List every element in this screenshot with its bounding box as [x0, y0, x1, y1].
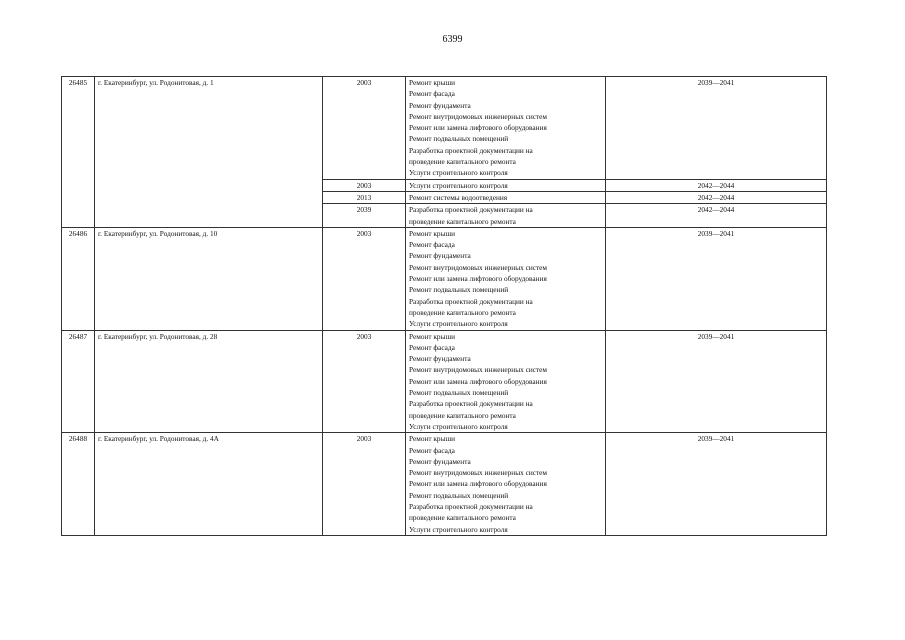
work-item: Услуги строительного контроля: [409, 168, 508, 178]
work-item: Разработка проектной документации на: [409, 399, 533, 409]
table-row: [62, 77, 827, 180]
works-cell: [406, 433, 606, 536]
work-item: Разработка проектной документации на: [409, 205, 533, 215]
year-cell: 2003: [323, 433, 406, 536]
works-cell: [406, 179, 606, 191]
table-row: [62, 330, 827, 433]
work-item: Ремонт фундамента: [409, 251, 471, 261]
table-row: [62, 227, 827, 330]
work-item: Ремонт подвальных помещений: [409, 285, 509, 295]
work-item: Услуги строительного контроля: [409, 524, 508, 534]
work-item: Разработка проектной документации на: [409, 501, 533, 511]
work-item: Ремонт крыши: [409, 78, 456, 87]
work-item: проведение капитального ремонта: [409, 410, 516, 420]
work-item: Ремонт или замена лифтового оборудования: [409, 376, 547, 386]
work-item: Ремонт подвальных помещений: [409, 490, 509, 500]
work-item: Ремонт или замена лифтового оборудования: [409, 274, 547, 284]
work-item: Ремонт фундамента: [409, 100, 471, 110]
works-cell: [406, 227, 606, 330]
table-row: [62, 433, 827, 536]
year-cell: 2003: [323, 330, 406, 433]
building-id-cell: 26487: [62, 330, 95, 433]
year-cell: 2003: [323, 227, 406, 330]
work-item: Ремонт фасада: [409, 240, 455, 250]
work-item: Ремонт фундамента: [409, 354, 471, 364]
work-item: проведение капитального ремонта: [409, 216, 516, 226]
work-item: Ремонт внутридомовых инженерных систем: [409, 468, 548, 478]
period-cell: 2039—2041: [606, 433, 827, 536]
work-item: Ремонт подвальных помещений: [409, 134, 509, 144]
address-cell: г. Екатеринбург, ул. Родонитовая, д. 4А: [95, 433, 323, 536]
works-cell: [406, 330, 606, 433]
work-item: Ремонт фасада: [409, 89, 455, 99]
work-item: Разработка проектной документации на: [409, 296, 533, 306]
period-cell: 2039—2041: [606, 77, 827, 180]
work-item: Ремонт системы водоотведения: [409, 192, 508, 202]
period-cell: 2042—2044: [606, 204, 827, 228]
building-id-cell: 26486: [62, 227, 95, 330]
work-item: Ремонт или замена лифтового оборудования: [409, 479, 547, 489]
work-item: Ремонт крыши: [409, 434, 456, 444]
work-item: Ремонт фундамента: [409, 456, 471, 466]
work-item: Ремонт или замена лифтового оборудования: [409, 123, 547, 133]
work-item: проведение капитального ремонта: [409, 157, 516, 167]
address-cell: г. Екатеринбург, ул. Родонитовая, д. 1: [95, 77, 323, 228]
work-item: Услуги строительного контроля: [409, 180, 508, 190]
year-cell: 2003: [323, 77, 406, 180]
works-cell: [406, 191, 606, 203]
address-cell: г. Екатеринбург, ул. Родонитовая, д. 28: [95, 330, 323, 433]
year-cell: 2039: [323, 204, 406, 228]
period-cell: 2042—2044: [606, 191, 827, 203]
work-item: Ремонт внутридомовых инженерных систем: [409, 365, 548, 375]
period-cell: 2039—2041: [606, 330, 827, 433]
building-id-cell: 26485: [62, 77, 95, 228]
work-item: Ремонт фасада: [409, 342, 455, 352]
year-cell: 2013: [323, 191, 406, 203]
registry-body: [62, 77, 827, 536]
address-cell: г. Екатеринбург, ул. Родонитовая, д. 10: [95, 227, 323, 330]
period-cell: 2039—2041: [606, 227, 827, 330]
work-item: Ремонт крыши: [409, 331, 456, 341]
year-cell: 2003: [323, 179, 406, 191]
work-item: Ремонт подвальных помещений: [409, 388, 509, 398]
work-item: Ремонт фасада: [409, 445, 455, 455]
works-cell: [406, 77, 606, 180]
work-item: Услуги строительного контроля: [409, 319, 508, 329]
period-cell: 2042—2044: [606, 179, 827, 191]
capital-repair-table: [61, 76, 827, 536]
page-number: 6399: [442, 34, 463, 45]
work-item: Ремонт внутридомовых инженерных систем: [409, 111, 548, 121]
work-item: проведение капитального ремонта: [409, 307, 516, 317]
work-item: Ремонт крыши: [409, 228, 456, 238]
work-item: Услуги строительного контроля: [409, 421, 508, 431]
work-item: проведение капитального ремонта: [409, 513, 516, 523]
works-cell: [406, 204, 606, 228]
building-id-cell: 26488: [62, 433, 95, 536]
work-item: Разработка проектной документации на: [409, 145, 533, 155]
work-item: Ремонт внутридомовых инженерных систем: [409, 262, 548, 272]
